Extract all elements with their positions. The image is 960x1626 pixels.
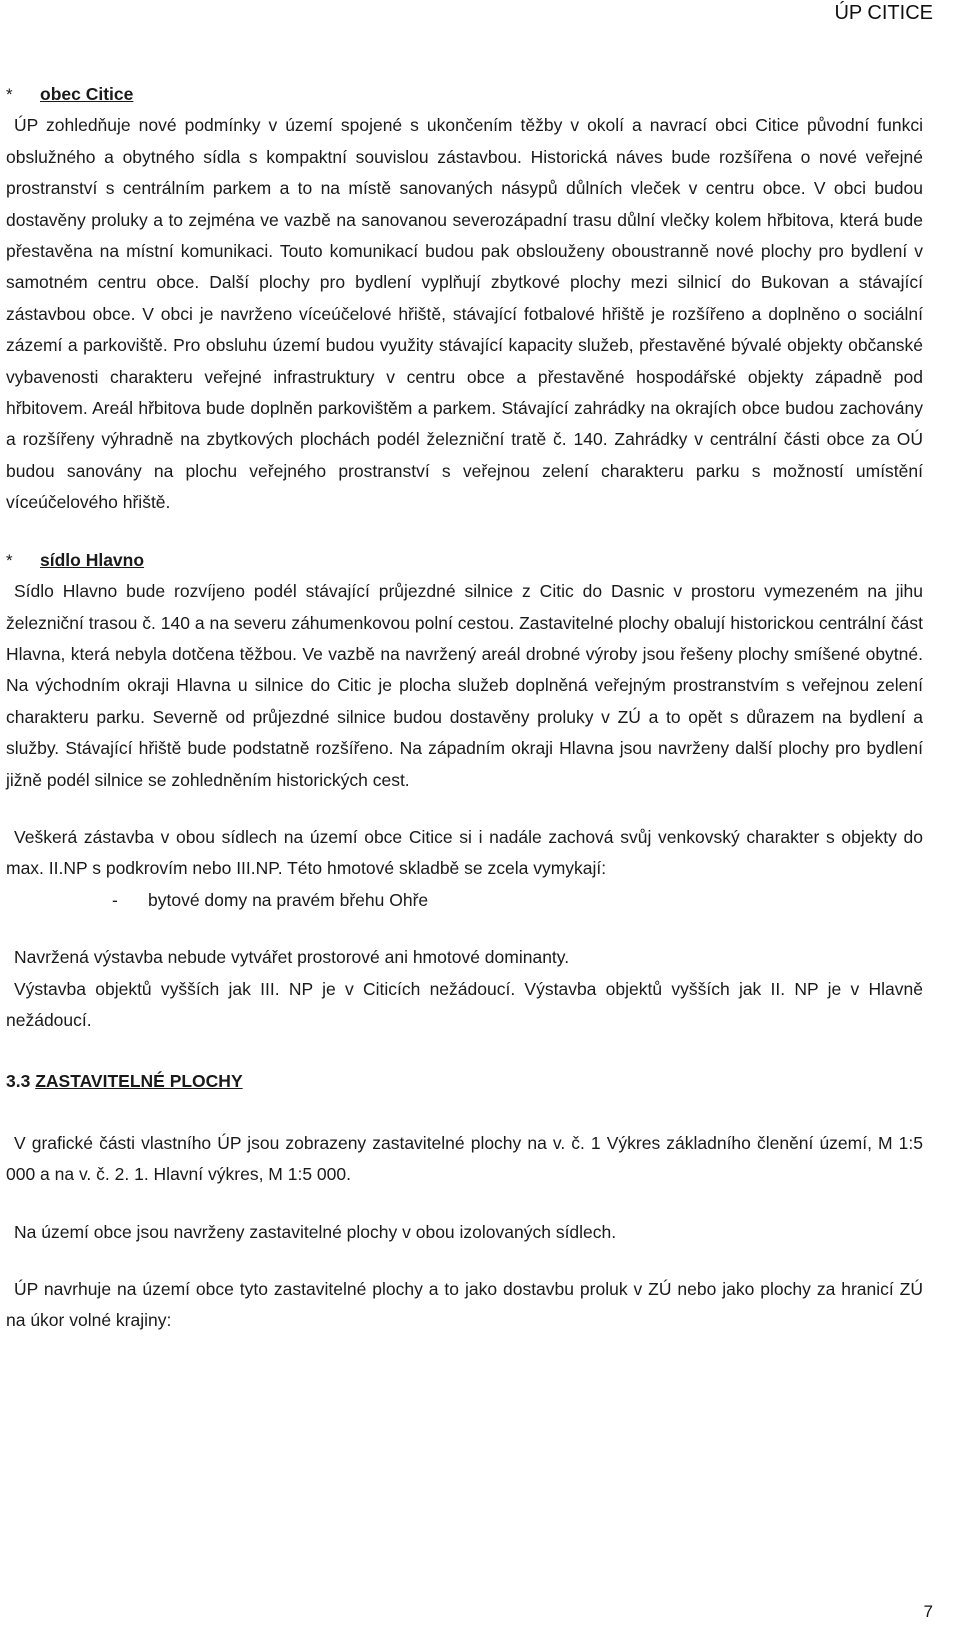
list-item [6, 885, 923, 916]
general-paragraph-3: Výstavba objektů vyšších jak III. NP je v Citicích nežádoucí. Výstavba objektů vyšších jak II. NP je v Hlavně nežádoucí. [6, 978, 923, 1030]
bullet-asterisk-icon: * [6, 550, 13, 570]
page-number: 7 [923, 1602, 933, 1621]
page-header-title: ÚP CITICE [834, 2, 933, 24]
bullet-asterisk-icon: * [6, 85, 13, 104]
citice-title: obec Citice [40, 84, 134, 104]
section-heading [6, 1066, 923, 1097]
hlavno-title: sídlo Hlavno [40, 549, 145, 570]
section-paragraph-2: Na území obce jsou navrženy zastavitelné plochy v obou izolovaných sídlech. [14, 1221, 617, 1242]
list-item-text: bytové domy na pravém břehu Ohře [148, 889, 429, 910]
section-paragraph-1: V grafické části vlastního ÚP jsou zobrazeny zastavitelné plochy na v. č. 1 Výkres základního členění území, M 1:5 000 a na v. č. 2. 1. Hlavní výkres, M 1:5 000. [6, 1132, 923, 1185]
general-paragraph-2: Navržená výstavba nebude vytvářet prostorové ani hmotové dominanty. [14, 947, 570, 968]
document-body [6, 79, 923, 1337]
section-title: ZASTAVITELNÉ PLOCHY [35, 1071, 243, 1092]
list-dash: - [112, 889, 118, 910]
general-paragraph-1: Veškerá zástavba v obou sídlech na území obce Citice si i nadále zachová svůj venkovský charakter s objekty do max. II.NP s podkrovím nebo III.NP. Této hmotové skladbě se zcela vymykají: [6, 826, 923, 879]
citice-paragraph: ÚP zohledňuje nové podmínky v území spojené s ukončením těžby v okolí a navrací obci Citice původní funkci obslužného a obytného sídla s kompaktní souvislou zástavbou. Historická náves bude rozšířena o nové veřejné prostranství s centrálním parkem a to na místě sanovaných násypů důlních vleček v centru obce. V obci budou dostavěny proluky a to zejména ve vazbě na sanovanou severozápadní trasu důlní vlečky kolem hřbitova, která bude přestavěna na místní komunikaci. Touto komunikací budou pak obslouženy oboustranně nové plochy pro bydlení v samotném centru obce. Další plochy pro bydlení vyplňují zbytkové plochy mezi silnicí do Bukovan a stávající zástavbou obce. V obci je navrženo víceúčelové hřiště, stávající fotbalové hřiště je rozšířeno a doplněno o sociální zázemí a parkoviště. Pro obsluhu území budou využity stávající kapacity služeb, přestavěné bývalé objekty občanské vybavenosti charakteru veřejné infrastruktury v centru obce a přestavěné hospodářské objekty západně pod hřbitovem. Areál hřbitova bude doplněn parkovištěm a parkem. Stávající zahrádky na okrajích obce budou zachovány a rozšířeny výhradně na zbytkových plochách podél železniční tratě č. 140. Zahrádky v centrální části obce za OÚ budou sanovány na plochu veřejného prostranství s veřejnou zelení charakteru parku s možností umístění víceúčelového hřiště. [6, 115, 923, 513]
hlavno-heading [6, 545, 923, 576]
section-paragraph-3: ÚP navrhuje na území obce tyto zastavitelné plochy a to jako dostavbu proluk v ZÚ nebo jako plochy za hranicí ZÚ na úkor volné krajiny: [6, 1279, 923, 1331]
section-number: 3.3 [6, 1071, 36, 1092]
citice-heading [6, 79, 923, 110]
hlavno-paragraph: Sídlo Hlavno bude rozvíjeno podél stávající průjezdné silnice z Citic do Dasnic v prostoru vymezeném na jihu železniční trasou č. 140 a na severu záhumenkovou polní cestou. Zastavitelné plochy obalují historickou centrální část Hlavna, která nebyla dotčena těžbou. Ve vazbě na navržený areál drobné výroby jsou řešeny plochy smíšené obytné. Na východním okraji Hlavna u silnice do Citic je plocha služeb doplněná veřejným prostranstvím s veřejnou zelení charakteru parku. Severně od průjezdné silnice budou dostavěny proluky v ZÚ a to opět s důrazem na bydlení a služby. Stávající hřiště bude podstatně rozšířeno. Na západním okraji Hlavna jsou navrženy další plochy pro bydlení jižně podél silnice se zohledněním historických cest. [6, 581, 923, 790]
